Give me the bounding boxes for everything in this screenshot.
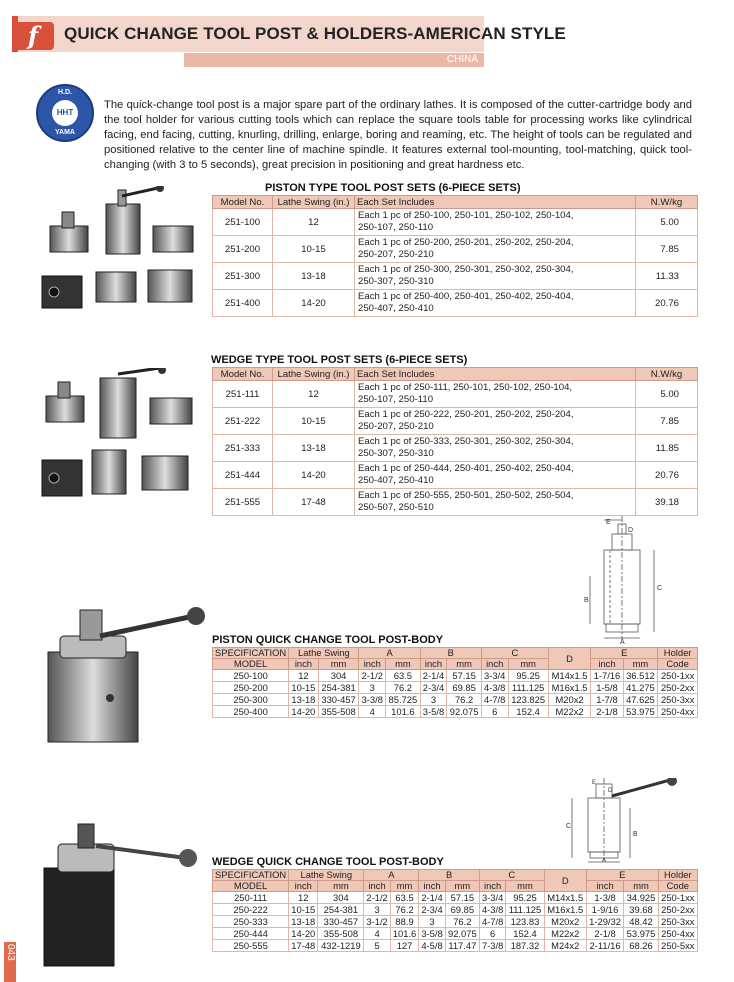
e-mm-cell: 53.975	[624, 928, 658, 940]
col-model-header: MODEL	[213, 881, 289, 892]
diagram-label-b: B	[584, 597, 589, 604]
col-swing-mm: mm	[318, 659, 359, 670]
e-inch-cell: 1-29/32	[586, 916, 624, 928]
table-header-row	[213, 196, 698, 209]
col-holder-header: Holder	[658, 648, 698, 659]
includes-cell	[355, 209, 636, 236]
includes-line-1: Each 1 pc of 250-333, 250-301, 250-302, 250-304,	[358, 436, 574, 447]
c-mm-cell: 95.25	[506, 892, 544, 904]
piston-sets-table	[212, 195, 698, 317]
d-cell: M16x1.5	[544, 904, 586, 916]
a-inch-cell: 2-1/2	[364, 892, 390, 904]
d-cell: M14x1.5	[548, 670, 591, 682]
header-subtitle: CHINA	[184, 53, 484, 67]
c-mm-cell: 111.125	[506, 904, 544, 916]
swing-mm-cell: 254-381	[318, 682, 359, 694]
holder-code-cell: 250-2xx	[658, 682, 698, 694]
b-mm-cell: 117.47	[445, 940, 479, 952]
col-weight-header: N.W/kg	[636, 196, 698, 209]
a-inch-cell: 3-3/8	[359, 694, 386, 706]
col-a-header: A	[364, 870, 419, 881]
col-weight-header: N.W/kg	[636, 368, 698, 381]
table-row	[213, 489, 698, 516]
swing-inch-cell: 10-15	[289, 682, 318, 694]
e-inch-cell: 1-9/16	[586, 904, 624, 916]
col-holder-header: Holder	[658, 870, 697, 881]
includes-line-2: 250-207, 250-210	[358, 421, 434, 432]
col-e-header: E	[591, 648, 658, 659]
diagram-label-e2: E	[592, 780, 597, 786]
col-swing-mm: mm	[318, 881, 364, 892]
a-inch-cell: 3	[364, 904, 390, 916]
weight-cell: 20.76	[636, 290, 698, 317]
b-mm-cell: 69.85	[447, 682, 482, 694]
e-mm-cell: 53.975	[623, 706, 658, 718]
includes-cell	[355, 408, 636, 435]
page-number: 043	[5, 944, 16, 961]
model-cell: 250-333	[213, 916, 289, 928]
piston-dimension-diagram	[570, 516, 678, 644]
col-spec-header: SPECIFICATION	[213, 648, 289, 659]
weight-cell: 20.76	[636, 462, 698, 489]
swing-mm-cell: 330-457	[318, 916, 364, 928]
includes-line-2: 250-307, 250-310	[358, 276, 434, 287]
col-swing-inch: inch	[289, 659, 318, 670]
diagram-label-e: E	[606, 519, 611, 526]
swing-cell: 13-18	[273, 435, 355, 462]
col-swing-header: Lathe Swing	[289, 870, 364, 881]
a-inch-cell: 4	[364, 928, 390, 940]
c-inch-cell: 4-3/8	[479, 904, 505, 916]
table-header-row	[213, 368, 698, 381]
includes-line-2: 250-107, 250-110	[358, 222, 434, 233]
wedge-sets-title: WEDGE TYPE TOOL POST SETS (6-PIECE SETS)	[211, 354, 468, 366]
col-c-mm: mm	[506, 881, 544, 892]
weight-cell: 5.00	[636, 209, 698, 236]
wedge-body-table	[212, 869, 698, 952]
spec-header-row-1	[213, 648, 698, 659]
model-cell: 250-222	[213, 904, 289, 916]
includes-line-2: 250-107, 250-110	[358, 394, 434, 405]
a-mm-cell: 101.6	[386, 706, 421, 718]
table-row	[213, 682, 698, 694]
table-row	[213, 236, 698, 263]
table-row	[213, 916, 698, 928]
model-cell: 250-444	[213, 928, 289, 940]
spec-header-row-2	[213, 659, 698, 670]
model-cell: 251-100	[213, 209, 273, 236]
model-cell: 251-222	[213, 408, 273, 435]
includes-line-1: Each 1 pc of 250-300, 250-301, 250-302, 250-304,	[358, 264, 574, 275]
col-e-mm: mm	[623, 659, 658, 670]
b-mm-cell: 92.075	[445, 928, 479, 940]
diagram-label-a: A	[620, 639, 625, 644]
table-row	[213, 940, 698, 952]
d-cell: M16x1.5	[548, 682, 591, 694]
c-inch-cell: 3-3/4	[481, 670, 508, 682]
swing-mm-cell: 304	[318, 892, 364, 904]
includes-line-1: Each 1 pc of 250-555, 250-501, 250-502, 250-504,	[358, 490, 574, 501]
d-cell: M14x1.5	[544, 892, 586, 904]
table-row	[213, 435, 698, 462]
wedge-set-photo	[38, 368, 203, 503]
weight-cell: 11.33	[636, 263, 698, 290]
model-cell: 250-111	[213, 892, 289, 904]
col-spec-header: SPECIFICATION	[213, 870, 289, 881]
page-header	[12, 16, 566, 68]
model-cell: 251-200	[213, 236, 273, 263]
d-cell: M24x2	[544, 940, 586, 952]
col-code-header: Code	[658, 659, 698, 670]
e-inch-cell: 2-11/16	[586, 940, 624, 952]
includes-cell	[355, 236, 636, 263]
swing-inch-cell: 13-18	[289, 916, 318, 928]
a-inch-cell: 4	[359, 706, 386, 718]
swing-cell: 13-18	[273, 263, 355, 290]
model-cell: 251-111	[213, 381, 273, 408]
diagram-label-c: C	[657, 585, 663, 592]
diagram-label-d2: D	[608, 788, 613, 794]
c-mm-cell: 111.125	[508, 682, 548, 694]
holder-code-cell: 250-4xx	[658, 928, 697, 940]
col-c-inch: inch	[481, 659, 508, 670]
piston-set-photo	[38, 186, 203, 316]
weight-cell: 5.00	[636, 381, 698, 408]
col-c-header: C	[481, 648, 548, 659]
piston-body-table	[212, 647, 698, 718]
table-row	[213, 892, 698, 904]
d-cell: M22x2	[544, 928, 586, 940]
b-mm-cell: 57.15	[447, 670, 482, 682]
e-inch-cell: 2-1/8	[586, 928, 624, 940]
table-row	[213, 462, 698, 489]
includes-line-1: Each 1 pc of 250-222, 250-201, 250-202, 250-204,	[358, 409, 574, 420]
b-inch-cell: 4-5/8	[419, 940, 445, 952]
b-inch-cell: 3-5/8	[419, 928, 445, 940]
col-includes-header: Each Set Includes	[355, 196, 636, 209]
table-row	[213, 904, 698, 916]
col-b-inch: inch	[420, 659, 447, 670]
c-inch-cell: 4-7/8	[479, 916, 505, 928]
holder-code-cell: 250-4xx	[658, 706, 698, 718]
piston-sets-title: PISTON TYPE TOOL POST SETS (6-PIECE SETS)	[265, 182, 521, 194]
col-b-mm: mm	[447, 659, 482, 670]
swing-cell: 14-20	[273, 462, 355, 489]
swing-inch-cell: 12	[289, 670, 318, 682]
c-mm-cell: 123.825	[508, 694, 548, 706]
includes-line-1: Each 1 pc of 250-444, 250-401, 250-402, 250-404,	[358, 463, 574, 474]
swing-inch-cell: 17-48	[289, 940, 318, 952]
includes-line-2: 250-507, 250-510	[358, 502, 434, 513]
table-row	[213, 670, 698, 682]
model-cell: 250-200	[213, 682, 289, 694]
a-mm-cell: 63.5	[390, 892, 419, 904]
a-mm-cell: 88.9	[390, 916, 419, 928]
weight-cell: 11.85	[636, 435, 698, 462]
c-inch-cell: 4-7/8	[481, 694, 508, 706]
piston-body-title: PISTON QUICK CHANGE TOOL POST-BODY	[212, 634, 444, 646]
swing-inch-cell: 14-20	[289, 706, 318, 718]
col-d-header: D	[548, 648, 591, 670]
a-mm-cell: 76.2	[390, 904, 419, 916]
model-cell: 251-333	[213, 435, 273, 462]
col-b-header: B	[420, 648, 481, 659]
includes-line-1: Each 1 pc of 250-200, 250-201, 250-202, 250-204,	[358, 237, 574, 248]
col-b-header: B	[419, 870, 480, 881]
e-mm-cell: 68.26	[624, 940, 658, 952]
spec-header-row-2	[213, 881, 698, 892]
b-inch-cell: 2-3/4	[420, 682, 447, 694]
col-code-header: Code	[658, 881, 697, 892]
e-mm-cell: 34.925	[624, 892, 658, 904]
c-mm-cell: 95.25	[508, 670, 548, 682]
e-inch-cell: 2-1/8	[591, 706, 623, 718]
swing-inch-cell: 12	[289, 892, 318, 904]
b-inch-cell: 2-1/4	[420, 670, 447, 682]
b-mm-cell: 92.075	[447, 706, 482, 718]
col-e-header: E	[586, 870, 658, 881]
e-mm-cell: 41.275	[623, 682, 658, 694]
col-a-header: A	[359, 648, 420, 659]
weight-cell: 7.85	[636, 236, 698, 263]
wedge-body-title: WEDGE QUICK CHANGE TOOL POST-BODY	[212, 856, 444, 868]
includes-cell	[355, 462, 636, 489]
includes-cell	[355, 290, 636, 317]
includes-line-2: 250-407, 250-410	[358, 475, 434, 486]
col-model-header: Model No.	[213, 196, 273, 209]
swing-inch-cell: 13-18	[289, 694, 318, 706]
includes-cell	[355, 381, 636, 408]
badge-top-text: H.D.	[58, 89, 72, 96]
c-inch-cell: 6	[479, 928, 505, 940]
model-cell: 251-555	[213, 489, 273, 516]
swing-cell: 17-48	[273, 489, 355, 516]
c-inch-cell: 3-3/4	[479, 892, 505, 904]
b-inch-cell: 2-1/4	[419, 892, 445, 904]
col-includes-header: Each Set Includes	[355, 368, 636, 381]
swing-mm-cell: 432-1219	[318, 940, 364, 952]
swing-inch-cell: 14-20	[289, 928, 318, 940]
swing-cell: 14-20	[273, 290, 355, 317]
c-mm-cell: 187.32	[506, 940, 544, 952]
includes-line-2: 250-307, 250-310	[358, 448, 434, 459]
includes-line-2: 250-407, 250-410	[358, 303, 434, 314]
swing-cell: 12	[273, 381, 355, 408]
swing-mm-cell: 330-457	[318, 694, 359, 706]
swing-cell: 10-15	[273, 236, 355, 263]
swing-mm-cell: 254-381	[318, 904, 364, 916]
e-inch-cell: 1-5/8	[591, 682, 623, 694]
spec-header-row-1	[213, 870, 698, 881]
company-badge	[36, 84, 94, 142]
col-a-mm: mm	[390, 881, 419, 892]
model-cell: 251-300	[213, 263, 273, 290]
table-row	[213, 706, 698, 718]
includes-line-2: 250-207, 250-210	[358, 249, 434, 260]
a-inch-cell: 2-1/2	[359, 670, 386, 682]
table-row	[213, 381, 698, 408]
col-swing-header: Lathe Swing (in.)	[273, 368, 355, 381]
b-mm-cell: 76.2	[447, 694, 482, 706]
swing-mm-cell: 304	[318, 670, 359, 682]
d-cell: M22x2	[548, 706, 591, 718]
col-c-header: C	[479, 870, 544, 881]
col-d-header: D	[544, 870, 586, 892]
holder-code-cell: 250-2xx	[658, 904, 697, 916]
col-e-inch: inch	[591, 659, 623, 670]
col-swing-header: Lathe Swing	[289, 648, 359, 659]
b-mm-cell: 76.2	[445, 916, 479, 928]
model-cell: 251-400	[213, 290, 273, 317]
a-mm-cell: 85.725	[386, 694, 421, 706]
wedge-sets-table	[212, 367, 698, 516]
diagram-label-a2: A	[602, 858, 607, 864]
a-inch-cell: 3-1/2	[364, 916, 390, 928]
diagram-label-d: D	[628, 527, 634, 534]
col-b-inch: inch	[419, 881, 445, 892]
model-cell: 250-555	[213, 940, 289, 952]
col-b-mm: mm	[445, 881, 479, 892]
d-cell: M20x2	[548, 694, 591, 706]
includes-line-1: Each 1 pc of 250-111, 250-101, 250-102, 250-104,	[358, 382, 573, 393]
e-inch-cell: 1-7/8	[591, 694, 623, 706]
piston-body-photo	[44, 602, 209, 752]
table-row	[213, 408, 698, 435]
col-swing-inch: inch	[289, 881, 318, 892]
wedge-dimension-diagram	[560, 778, 690, 864]
c-mm-cell: 152.4	[506, 928, 544, 940]
table-row	[213, 209, 698, 236]
holder-code-cell: 250-1xx	[658, 892, 697, 904]
col-model-header: Model No.	[213, 368, 273, 381]
page-number-tab	[4, 942, 16, 982]
col-swing-header: Lathe Swing (in.)	[273, 196, 355, 209]
e-mm-cell: 48.42	[624, 916, 658, 928]
intro-paragraph: The quick-change tool post is a major spare part of the ordinary lathes. It is composed of the cutter-cartridge body and the tool holder for various cutting tools which can replace the square tools table for processing works like cylindrical facing, end facing, cutting, knurling, drilling, enlarge, boring and reaming, etc. The height of tools can be regulated and positioned relative to the center line of machine spindle. It features external tool-mounting, tool-matching, quick tool-changing (with 3 to 5 seconds), great precision in positioning and great hardness etc.	[104, 99, 692, 171]
a-mm-cell: 127	[390, 940, 419, 952]
swing-cell: 10-15	[273, 408, 355, 435]
e-mm-cell: 36.512	[623, 670, 658, 682]
d-cell: M20x2	[544, 916, 586, 928]
holder-code-cell: 250-3xx	[658, 694, 698, 706]
brand-logo: f	[12, 22, 54, 50]
col-model-header: MODEL	[213, 659, 289, 670]
swing-cell: 12	[273, 209, 355, 236]
col-c-inch: inch	[479, 881, 505, 892]
col-c-mm: mm	[508, 659, 548, 670]
e-mm-cell: 47.625	[623, 694, 658, 706]
swing-mm-cell: 355-508	[318, 928, 364, 940]
b-inch-cell: 3	[420, 694, 447, 706]
diagram-label-c2: C	[566, 823, 572, 830]
c-mm-cell: 123.83	[506, 916, 544, 928]
e-inch-cell: 1-3/8	[586, 892, 624, 904]
includes-line-1: Each 1 pc of 250-400, 250-401, 250-402, 250-404,	[358, 291, 574, 302]
swing-inch-cell: 10-15	[289, 904, 318, 916]
a-mm-cell: 76.2	[386, 682, 421, 694]
a-inch-cell: 3	[359, 682, 386, 694]
table-row	[213, 928, 698, 940]
c-inch-cell: 6	[481, 706, 508, 718]
b-inch-cell: 3-5/8	[420, 706, 447, 718]
includes-line-1: Each 1 pc of 250-100, 250-101, 250-102, 250-104,	[358, 210, 574, 221]
c-mm-cell: 152.4	[508, 706, 548, 718]
c-inch-cell: 4-3/8	[481, 682, 508, 694]
includes-cell	[355, 263, 636, 290]
model-cell: 250-400	[213, 706, 289, 718]
a-mm-cell: 101.6	[390, 928, 419, 940]
b-mm-cell: 69.85	[445, 904, 479, 916]
model-cell: 251-444	[213, 462, 273, 489]
weight-cell: 39.18	[636, 489, 698, 516]
table-row	[213, 290, 698, 317]
b-inch-cell: 3	[419, 916, 445, 928]
holder-code-cell: 250-3xx	[658, 916, 697, 928]
includes-cell	[355, 489, 636, 516]
weight-cell: 7.85	[636, 408, 698, 435]
includes-cell	[355, 435, 636, 462]
table-row	[213, 263, 698, 290]
e-inch-cell: 1-7/16	[591, 670, 623, 682]
a-inch-cell: 5	[364, 940, 390, 952]
col-a-mm: mm	[386, 659, 421, 670]
diagram-label-b2: B	[633, 831, 638, 838]
badge-bottom-text: YAMA	[55, 129, 75, 136]
holder-code-cell: 250-5xx	[658, 940, 697, 952]
b-inch-cell: 2-3/4	[419, 904, 445, 916]
col-a-inch: inch	[364, 881, 390, 892]
b-mm-cell: 57.15	[445, 892, 479, 904]
model-cell: 250-300	[213, 694, 289, 706]
col-e-inch: inch	[586, 881, 624, 892]
table-row	[213, 694, 698, 706]
swing-mm-cell: 355-508	[318, 706, 359, 718]
a-mm-cell: 63.5	[386, 670, 421, 682]
col-e-mm: mm	[624, 881, 658, 892]
page-title: QUICK CHANGE TOOL POST & HOLDERS-AMERICAN STYLE	[64, 24, 566, 43]
wedge-body-photo	[36, 818, 204, 968]
e-mm-cell: 39.68	[624, 904, 658, 916]
holder-code-cell: 250-1xx	[658, 670, 698, 682]
col-a-inch: inch	[359, 659, 386, 670]
c-inch-cell: 7-3/8	[479, 940, 505, 952]
badge-center-text: HHT	[52, 100, 78, 126]
model-cell: 250-100	[213, 670, 289, 682]
